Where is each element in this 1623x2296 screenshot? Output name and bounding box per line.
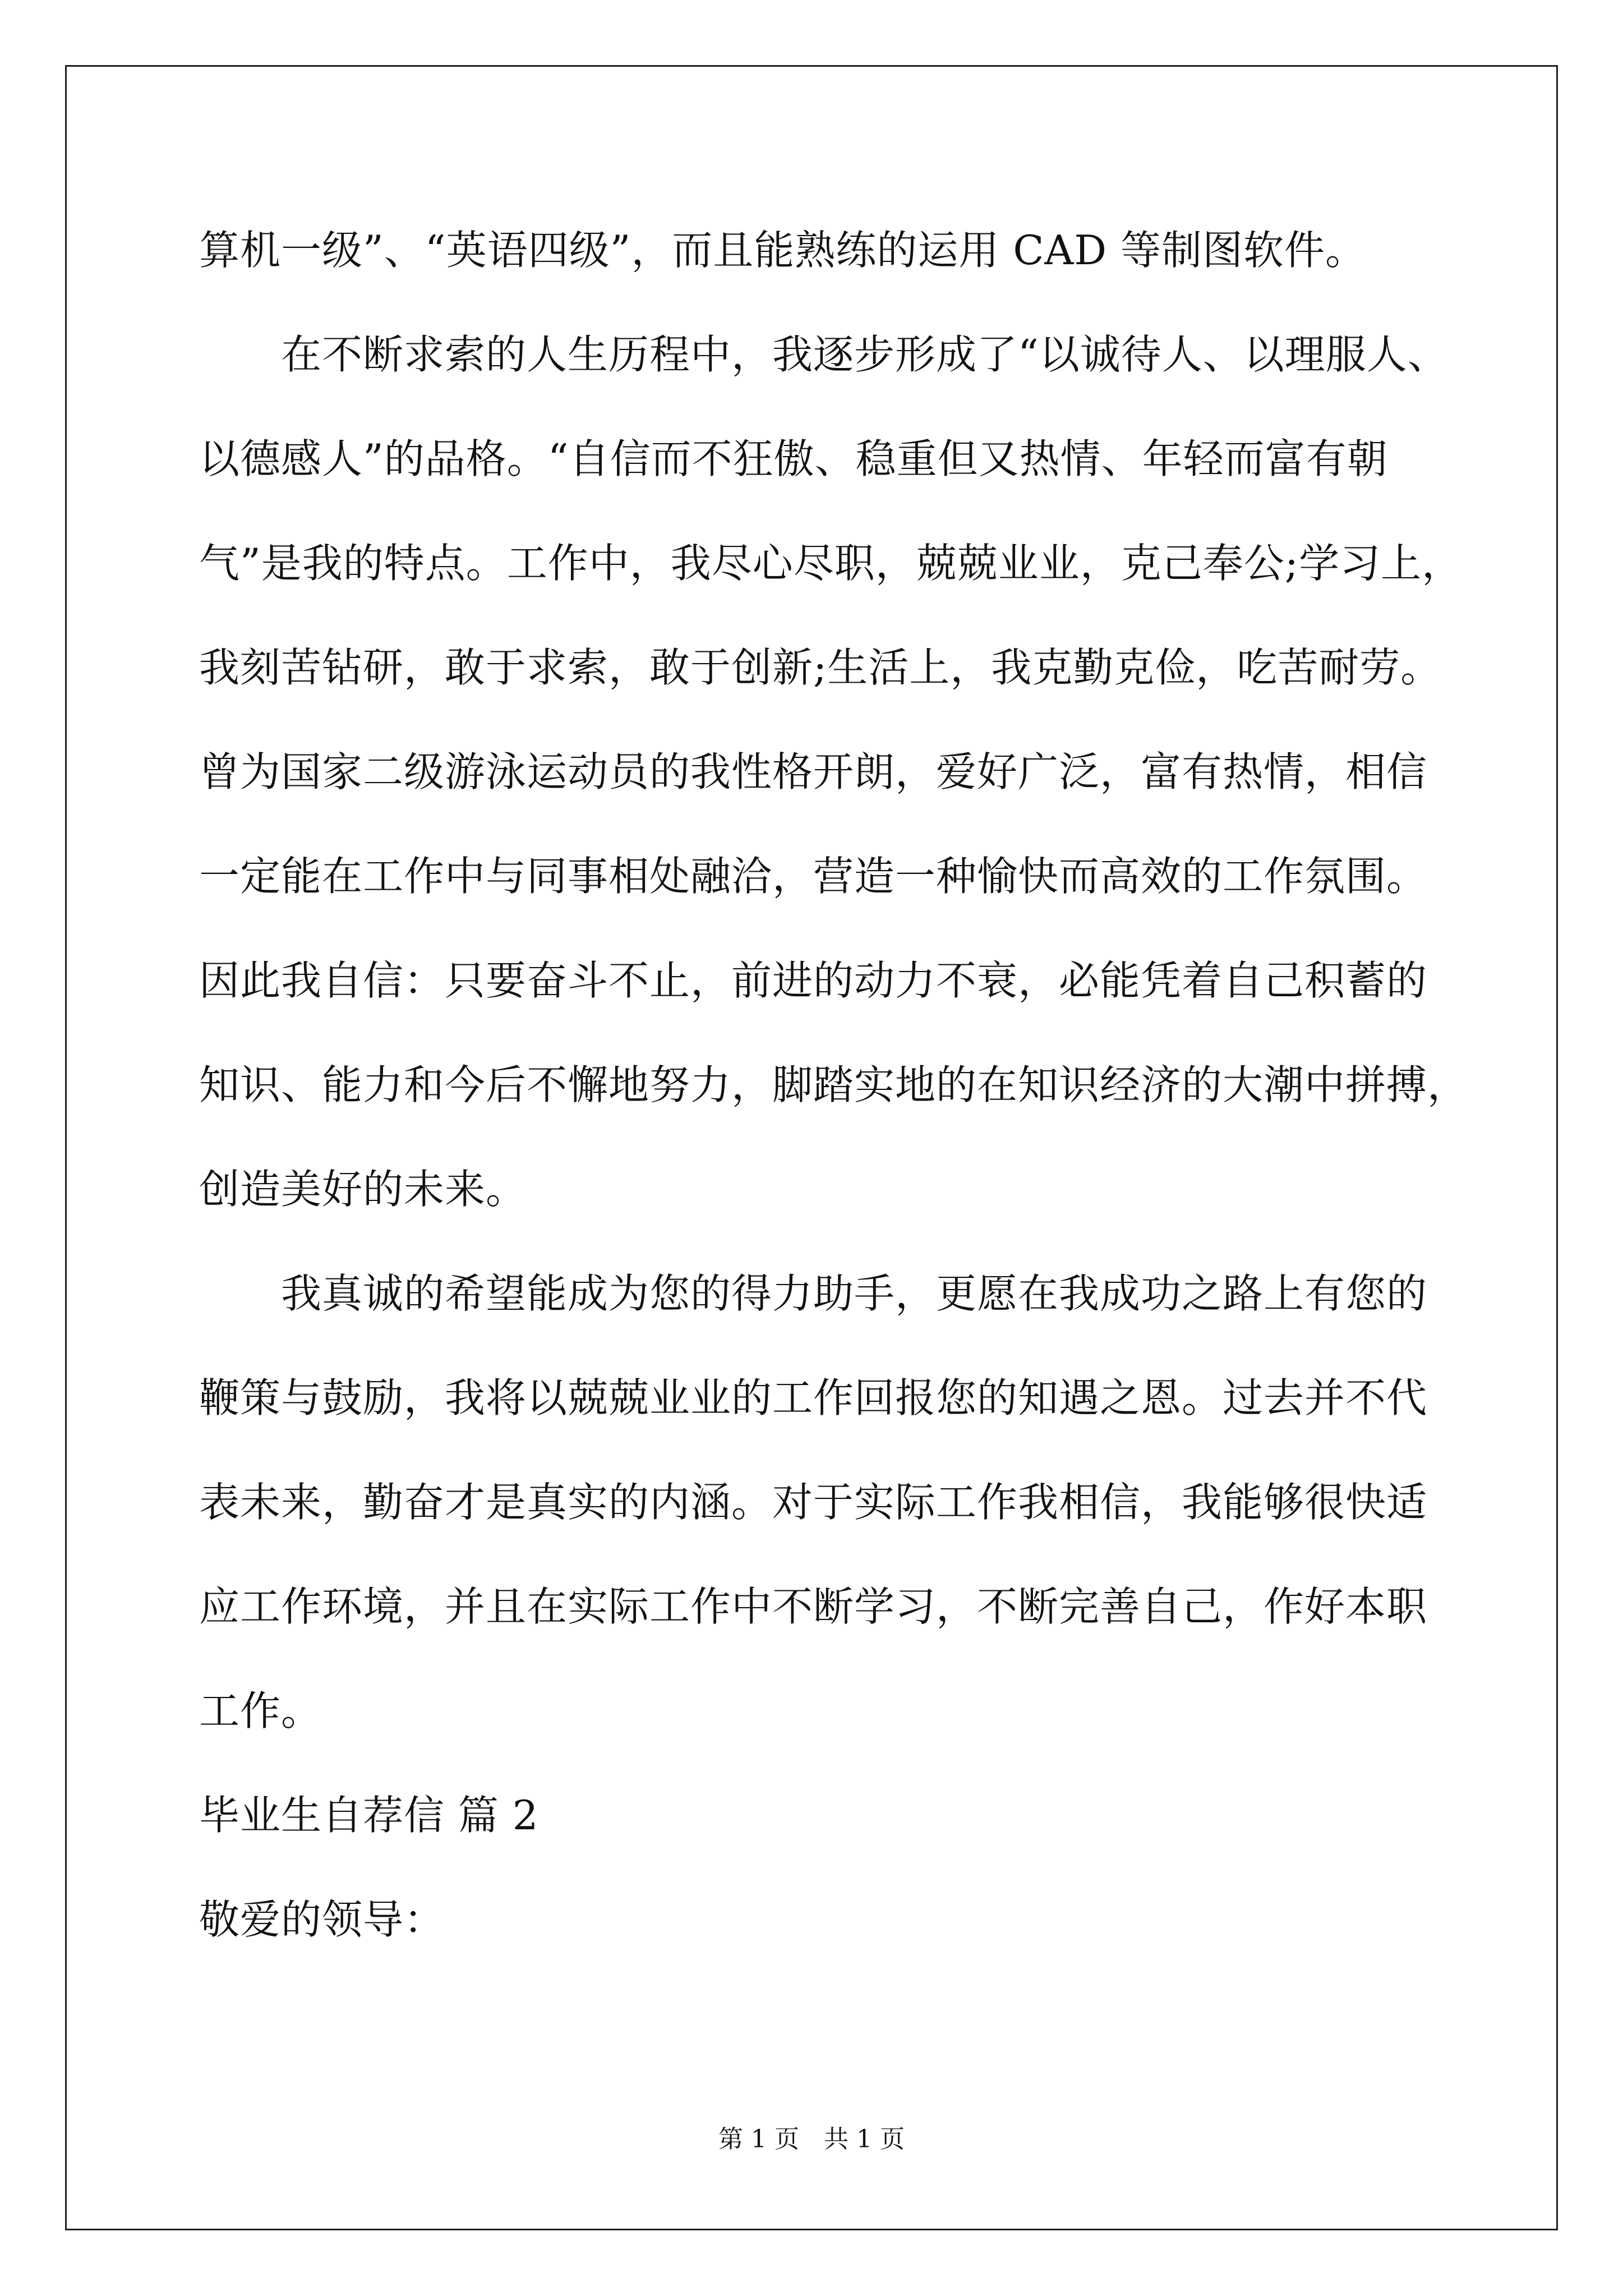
- text-line: 我刻苦钻研，敢于求索，敢于创新;生活上，我克勤克俭，吃苦耐劳。: [199, 644, 1442, 691]
- text-line: 表未来，勤奋才是真实的内涵。对于实际工作我相信，我能够很快适: [199, 1479, 1428, 1526]
- section-heading: 毕业生自荐信 篇 2: [199, 1792, 539, 1839]
- text-line: 应工作环境，并且在实际工作中不断学习，不断完善自己，作好本职: [199, 1583, 1428, 1630]
- text-line: 气”是我的特点。工作中，我尽心尽职，兢兢业业，克己奉公;学习上，: [199, 540, 1463, 587]
- page-number-footer: 第 1 页 共 1 页: [718, 2125, 905, 2154]
- text-line: 因此我自信：只要奋斗不止，前进的动力不衰，必能凭着自己积蓄的: [199, 957, 1428, 1004]
- text-line: 曾为国家二级游泳运动员的我性格开朗，爱好广泛，富有热情，相信: [199, 748, 1428, 795]
- text-line: 以德感人”的品格。“自信而不狂傲、稳重但又热情、年轻而富有朝: [199, 435, 1388, 482]
- text-line: 我真诚的希望能成为您的得力助手，更愿在我成功之路上有您的: [199, 1270, 1428, 1317]
- text-line: 算机一级”、“英语四级”，而且能熟练的运用 CAD 等制图软件。: [199, 227, 1367, 274]
- text-line: 工作。: [199, 1687, 322, 1734]
- text-line: 知识、能力和今后不懈地努力，脚踏实地的在知识经济的大潮中拼搏，: [199, 1061, 1469, 1108]
- salutation: 敬爱的领导：: [199, 1896, 445, 1943]
- text-line: 在不断求索的人生历程中，我逐步形成了“以诚待人、以理服人、: [199, 331, 1449, 378]
- text-line: 鞭策与鼓励，我将以兢兢业业的工作回报您的知遇之恩。过去并不代: [199, 1374, 1428, 1421]
- text-line: 一定能在工作中与同事相处融洽，营造一种愉快而高效的工作氛围。: [199, 853, 1428, 900]
- text-line: 创造美好的未来。: [199, 1166, 527, 1213]
